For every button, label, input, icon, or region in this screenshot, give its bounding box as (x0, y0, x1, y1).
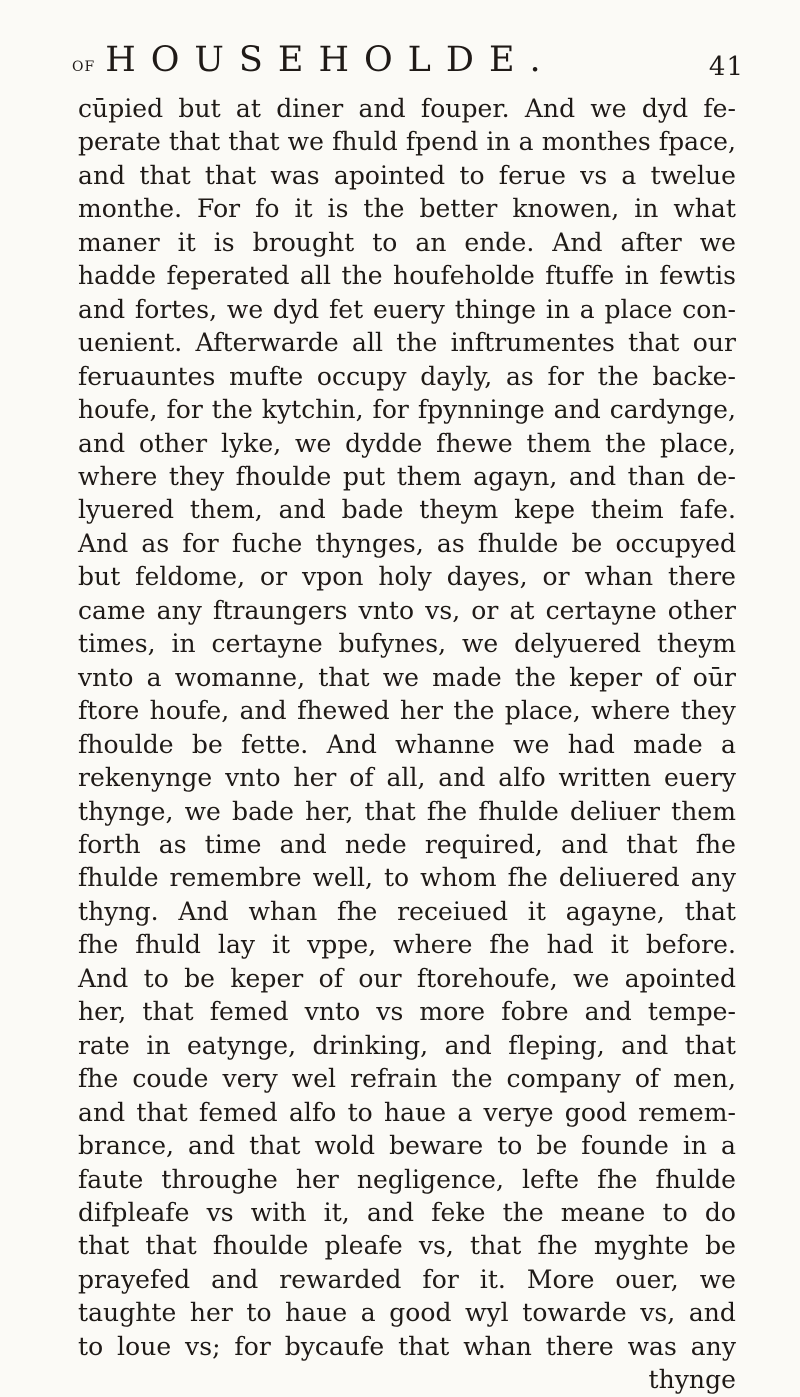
text-line: lyuered them, and bade theym kepe theim fafe. (78, 495, 736, 525)
text-line: vnto a womanne, that we made the keper of oūr (78, 662, 736, 692)
text-line: fhulde remembre well, to whom fhe deliuered any (78, 863, 736, 893)
text-line: brance, and that wold beware to be founde in a (78, 1131, 736, 1161)
text-line: times, in certayne bufynes, we delyuered theym (78, 629, 736, 659)
text-line: rate in eatynge, drinking, and fleping, and that (78, 1030, 736, 1060)
text-line: And as for fuche thynges, as fhulde be occupyed (78, 528, 736, 558)
text-line: cūpied but at diner and fouper. And we dyd fe- (78, 94, 736, 123)
text-line: feruauntes mufte occupy dayly, as for the backe- (78, 361, 736, 391)
text-line: and that that was apointed to ferue vs a twelue (78, 160, 736, 190)
page-number: 41 (708, 52, 744, 82)
running-head-title: HOUSEHOLDE. (105, 40, 556, 80)
text-line: forth as time and nede required, and that fhe (78, 829, 736, 859)
text-line: but feldome, or vpon holy dayes, or whan there (78, 562, 736, 592)
text-line: that that fhoulde pleafe vs, that fhe myghte be (78, 1231, 736, 1261)
text-line: prayefed and rewarded for it. More ouer, we (78, 1264, 736, 1294)
text-line: her, that femed vnto vs more fobre and tempe- (78, 997, 736, 1027)
text-line: and that femed alfo to haue a verye good remem- (78, 1097, 736, 1127)
text-line: and other lyke, we dydde fhewe them the place, (78, 428, 736, 458)
text-line: faute throughe her negligence, lefte fhe fhulde (78, 1164, 736, 1194)
text-line: difpleafe vs with it, and feke the meane to do (78, 1197, 736, 1227)
text-line: houfe, for the kytchin, for fpynninge and cardynge, (78, 395, 736, 425)
catchword: thynge (648, 1365, 736, 1395)
text-line: hadde feperated all the houfeholde ftuffe in fewtis (78, 261, 736, 291)
text-line: rekenynge vnto her of all, and alfo written euery (78, 763, 736, 793)
text-line: taughte her to haue a good wyl towarde vs, and (78, 1298, 736, 1328)
running-head-prefix: of (72, 52, 96, 76)
text-line: came any ftraungers vnto vs, or at certayne other (78, 595, 736, 625)
text-line: thyng. And whan fhe receiued it agayne, that (78, 896, 736, 926)
text-line: fhe fhuld lay it vppe, where fhe had it before. (78, 930, 736, 960)
running-head (72, 30, 744, 82)
text-line: uenient. Afterwarde all the inftrumentes that our (78, 328, 736, 358)
text-line: ftore houfe, and fhewed her the place, where they (78, 696, 736, 726)
text-line: perate that that we fhuld fpend in a monthes fpace, (78, 127, 736, 157)
text-line: fhoulde be fette. And whanne we had made a (78, 729, 736, 759)
text-line: thynge, we bade her, that fhe fhulde deliuer them (78, 796, 736, 826)
text-line: And to be keper of our ftorehoufe, we apointed (78, 963, 736, 993)
text-line: monthe. For fo it is the better knowen, in what (78, 194, 736, 224)
text-line: and fortes, we dyd fet euery thinge in a place con- (78, 294, 736, 324)
body-text (78, 92, 736, 1397)
text-line: where they fhoulde put them agayn, and than de- (78, 461, 736, 491)
text-line: maner it is brought to an ende. And after we (78, 227, 736, 257)
text-line: to loue vs; for bycaufe that whan there was any (78, 1331, 736, 1361)
text-line: fhe coude very wel refrain the company of men, (78, 1064, 736, 1094)
